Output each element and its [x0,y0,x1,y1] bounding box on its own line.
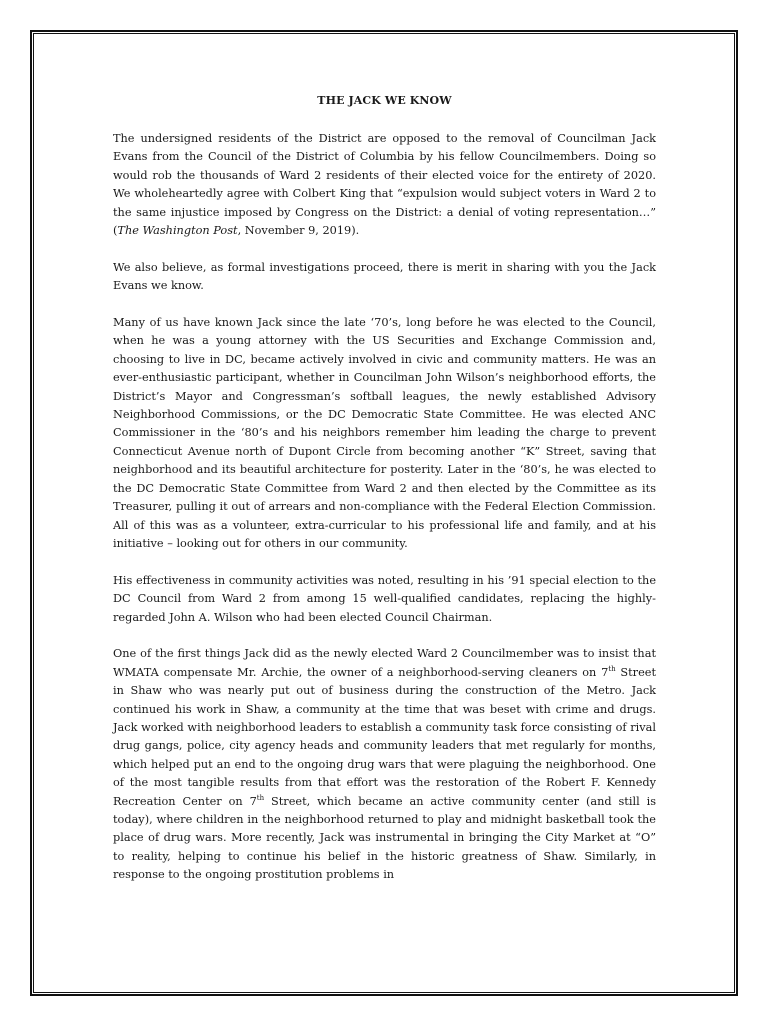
paragraph-history: Many of us have known Jack since the late ‘70’s, long before he was elected to the Council, when he was a young attorney with the US Securities and Exchange Commission and, choosing to live in DC, became actively involved in civic and community matters. He was an ever-enthusiastic participant, whether in Councilman John Wilson’s neighborhood efforts, the District’s Mayor and Congressman’s softball leagues, the newly established Advisory Neighborhood Commissions, or the DC Democratic State Committee. He was elected ANC Commissioner in the ‘80’s and his neighbors remember him leading the charge to prevent Connecticut Avenue north of Dupont Circle from becoming another “K” Street, saving that neighborhood and its beautiful architecture for posterity. Later in the ‘80’s, he was elected to the DC Democratic State Committee from Ward 2 and then elected by the Committee as its Treasurer, pulling it out of arrears and non-compliance with the Federal Election Commission. All of this was as a volunteer, extra-curricular to his professional life and family, and at his initiative – looking out for others in our community. [113,316,656,550]
paragraph-election: His effectiveness in community activities was noted, resulting in his ’91 special election to the DC Council from Ward 2 from among 15 well-qualified candidates, replacing the highly-regarded John A. Wilson who had been elected Council Chairman. [113,573,656,624]
paragraph-shaw [113,645,656,884]
paragraph-belief: We also believe, as formal investigations proceed, there is merit in sharing with you the Jack Evans we know. [113,260,656,293]
paragraph-shaw-text-c: Street, which became an active community center (and still is today), where children in the neighborhood returned to play and midnight basketball took the place of drug wars. More recently, Jack was instrumental in bringing the City Market at “O” to reality, helping to continue his belief in the historic greatness of Shaw. Similarly, in response to the ongoing prostitution problems in [113,794,656,882]
paragraph-shaw-text-a: One of the first things Jack did as the newly elected Ward 2 Councilmember was to insist that WMATA compensate Mr. Archie, the owner of a neighborhood-serving cleaners on 7 [113,647,656,679]
ordinal-suffix: th [608,664,616,673]
paragraph-opposition-citation: , November 9, 2019). [237,224,360,238]
paragraph-shaw-text-b: Street in Shaw who was nearly put out of business during the construction of the Metro. Jack continued his work in Shaw, a community at the time that was beset with crime and drugs. Jack worked with neighborhood leaders to establish a community task force consisting of rival drug gangs, police, city agency heads and community leaders that met regularly for months, which helped put an end to the ongoing drug wars that were plaguing the neighborhood. One of the most tangible results from that effort was the restoration of the Robert F. Kennedy Recreation Center on 7 [113,665,656,808]
document-title: THE JACK WE KNOW [317,94,452,107]
ordinal-suffix: th [256,793,265,802]
document-body [113,94,656,885]
paragraph-opposition [113,130,656,240]
publication-name: The Washington Post [117,224,238,238]
paragraph-opposition-text: The undersigned residents of the District are opposed to the removal of Councilman Jack Evans from the Council of the District of Columbia by his fellow Councilmembers. Doing so would rob the thousands of Ward 2 residents of their elected voice for the entirety of 2020. We wholeheartedly agree with Colbert King that “expulsion would subject voters in Ward 2 to the same injustice imposed by Congress on the District: a denial of voting representation…” ( [113,132,656,238]
